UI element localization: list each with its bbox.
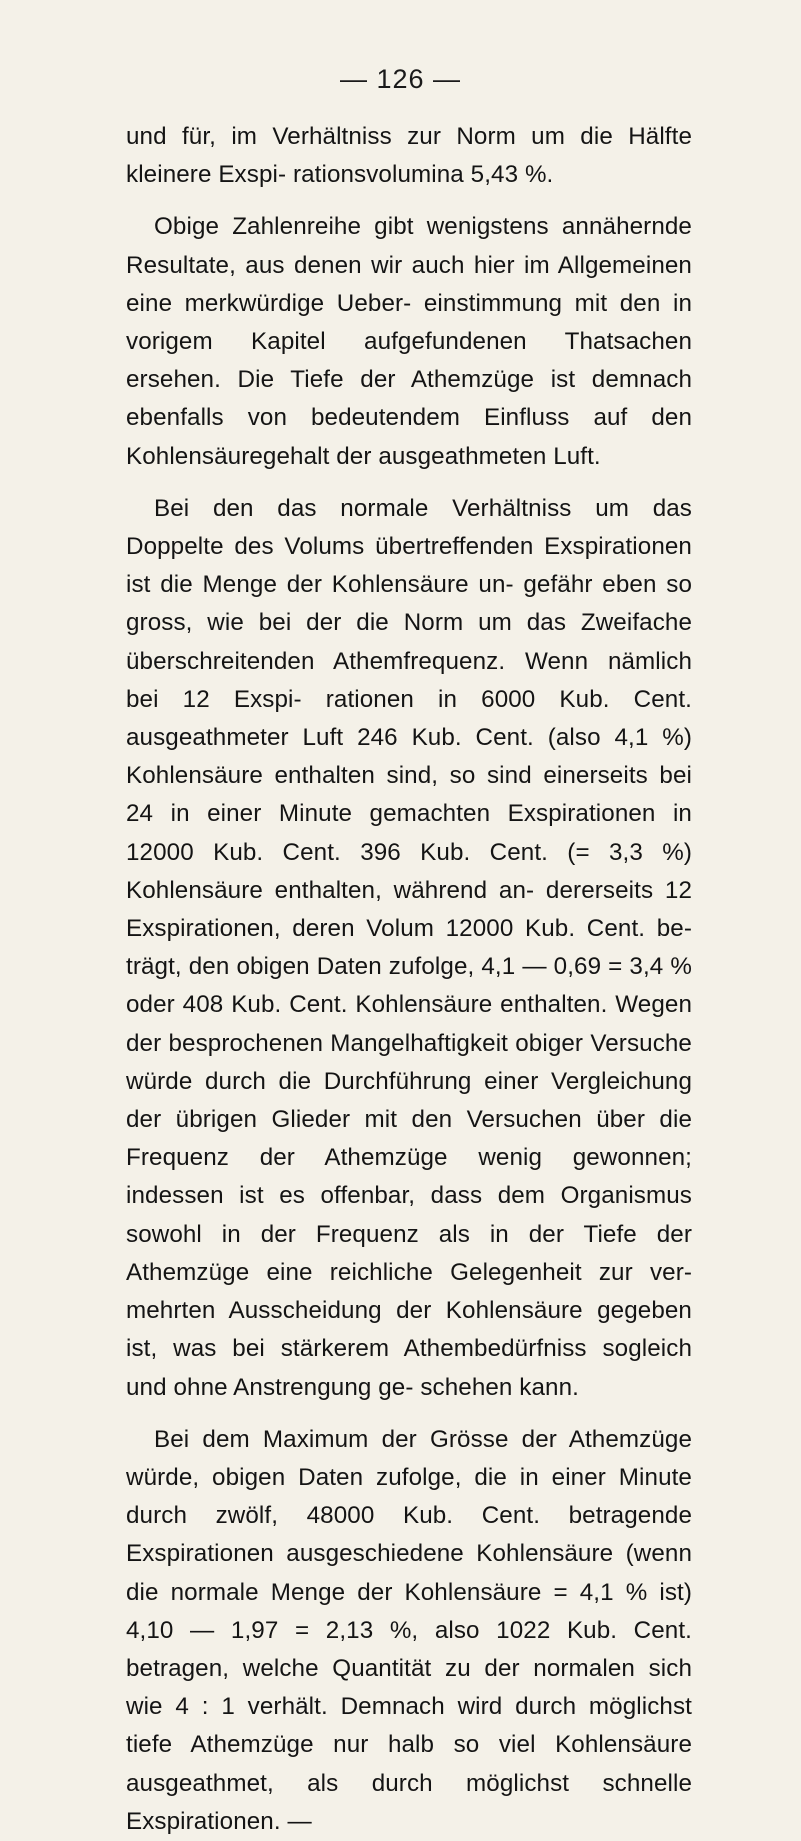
paragraph-gap	[126, 476, 692, 490]
page-number-header: — 126 —	[339, 64, 462, 94]
paragraph-continuation: und für, im Verhältniss zur Norm um die Hälfte kleinere Exspi- rationsvolumina 5,43 %.	[126, 123, 692, 189]
paragraph-resultate: Obige Zahlenreihe gibt wenigstens annähernde Resultate, aus denen wir auch hier im Allgemeinen eine merkwürdige Ueber- einstimmung mit den in vorigem Kapitel aufgefundenen Thatsachen ersehen. Die Tiefe der Athemzüge ist demnach ebenfalls von bedeutendem Einfluss auf den Kohlensäuregehalt der ausgeathmeten Luft.	[126, 213, 692, 470]
paragraph-gap	[126, 194, 692, 208]
paragraph-exspirationen: Bei den das normale Verhältniss um das Doppelte des Volums übertreffenden Exspirationen ist die Menge der Kohlensäure un- gefähr eben so gross, wie bei der die Norm um das Zweifache überschreitenden Athemfrequenz. Wenn nämlich bei 12 Exspi- rationen in 6000 Kub. Cent. ausgeathmeter Luft 246 Kub. Cent. (also 4,1 %) Kohlensäure enthalten sind, so sind einerseits bei 24 in einer Minute gemachten Exspirationen in 12000 Kub. Cent. 396 Kub. Cent. (= 3,3 %) Kohlensäure enthalten, während an- dererseits 12 Exspirationen, deren Volum 12000 Kub. Cent. be- trägt, den obigen Daten zufolge, 4,1 — 0,69 = 3,4 % oder 408 Kub. Cent. Kohlensäure enthalten. Wegen der besprochenen Mangelhaftigkeit obiger Versuche würde durch die Durchführung einer Vergleichung der übrigen Glieder mit den Versuchen über die Frequenz der Athemzüge wenig gewonnen; indessen ist es offenbar, dass dem Organismus sowohl in der Frequenz als in der Tiefe der Athemzüge eine reichliche Gelegenheit zur ver- mehrten Ausscheidung der Kohlensäure gegeben ist, was bei stärkerem Athembedürfniss sogleich und ohne Anstrengung ge- schehen kann.	[126, 494, 692, 1401]
paragraph-gap	[126, 1407, 692, 1421]
paragraph-maximum: Bei dem Maximum der Grösse der Athemzüge würde, obigen Daten zufolge, die in einer Minute durch zwölf, 48000 Kub. Cent. betragende Exspirationen ausgeschiedene Kohlensäure (wenn die normale Menge der Kohlensäure = 4,1 % ist) 4,10 — 1,97 = 2,13 %, also 1022 Kub. Cent. betragen, welche Quantität zu der normalen sich wie 4 : 1 verhält. Demnach wird durch möglichst tiefe Athemzüge nur halb so viel Kohlensäure ausgeathmet, als durch möglichst schnelle Exspirationen. —	[126, 1425, 692, 1835]
body-text	[126, 118, 692, 1841]
